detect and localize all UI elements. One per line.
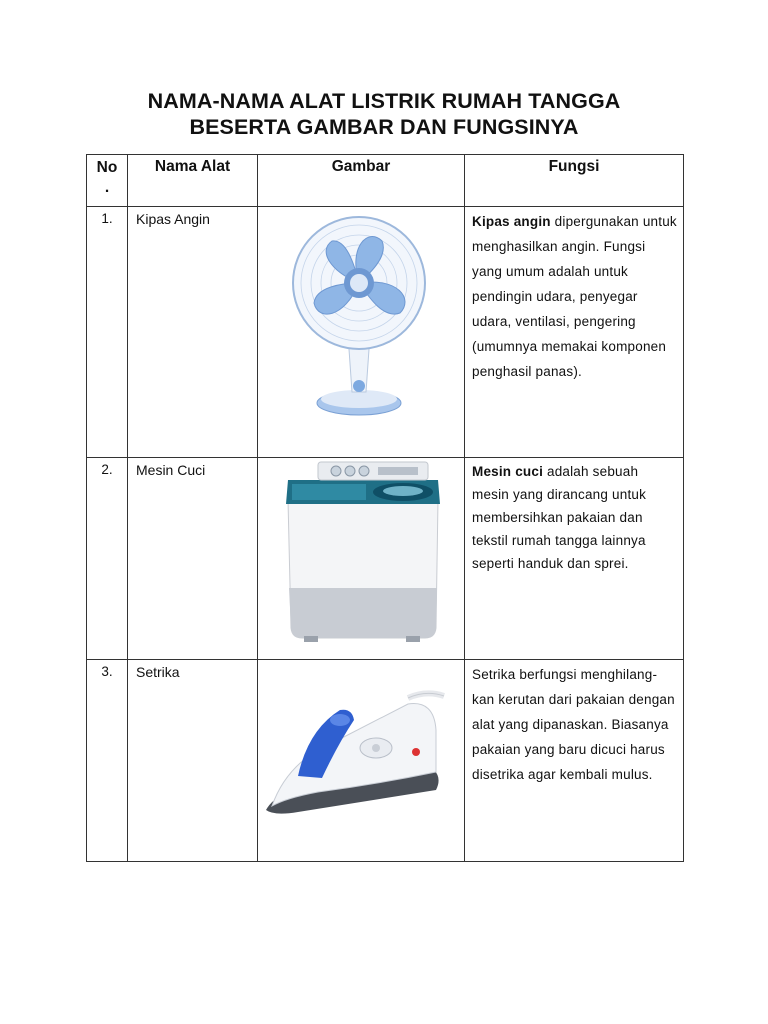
row-name: Mesin Cuci	[128, 458, 258, 660]
header-fungsi: Fungsi	[465, 155, 684, 207]
fungsi-keyword: Kipas angin	[472, 214, 551, 229]
row-image-cell	[258, 458, 465, 660]
row-fungsi	[465, 207, 684, 458]
row-fungsi	[465, 458, 684, 660]
row-number: 3.	[87, 660, 128, 862]
appliance-table	[86, 154, 684, 862]
row-number: 1.	[87, 207, 128, 458]
row-name: Setrika	[128, 660, 258, 862]
fungsi-keyword: Mesin cuci	[472, 464, 544, 479]
title-line-2: BESERTA GAMBAR DAN FUNGSINYA	[189, 115, 579, 139]
fungsi-desc: dipergunakan untuk menghasilkan angin. Fungsi yang umum adalah untuk pendingin udara, penyegar udara, ventilasi, pengering (umumnya memakai komponen penghasil panas).	[472, 214, 677, 379]
row-name: Kipas Angin	[128, 207, 258, 458]
title-line-1: NAMA-NAMA ALAT LISTRIK RUMAH TANGGA	[147, 89, 621, 113]
row-image-cell	[258, 207, 465, 458]
table-header-row	[87, 155, 684, 207]
row-fungsi	[465, 660, 684, 862]
fungsi-desc: adalah sebuah mesin yang dirancang untuk membersihkan pakaian dan tekstil rumah tangga lainnya seperti handuk dan sprei.	[472, 464, 647, 571]
row-image-cell	[258, 660, 465, 862]
table-row	[87, 660, 684, 862]
table-row	[87, 458, 684, 660]
fungsi-desc: Setrika berfungsi menghilang-kan kerutan dari pakaian dengan alat yang dipanaskan. Biasanya pakaian yang baru dicuci harus disetrika agar kembali mulus.	[472, 667, 675, 782]
iron-image	[258, 660, 464, 857]
row-number: 2.	[87, 458, 128, 660]
header-gambar: Gambar	[258, 155, 465, 207]
header-no-text: No	[96, 159, 118, 176]
electric-fan-image	[258, 207, 464, 453]
washing-machine-image	[258, 458, 464, 655]
document-title	[0, 88, 768, 140]
header-no	[87, 155, 128, 207]
header-no-dot: .	[104, 179, 110, 196]
header-nama: Nama Alat	[128, 155, 258, 207]
table-row	[87, 207, 684, 458]
